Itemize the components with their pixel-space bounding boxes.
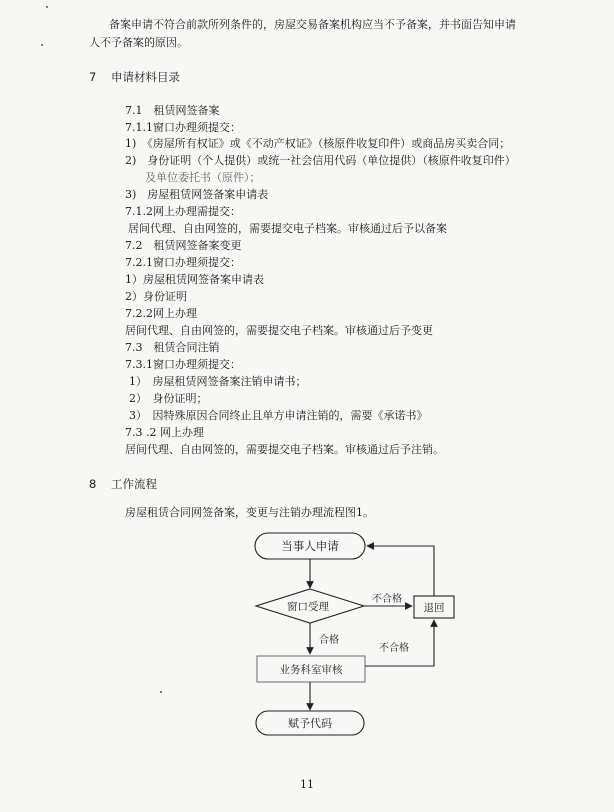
material-line: 2） 身份证明； [129,392,208,405]
flow-decision-label: 窗口受理 [287,601,329,613]
intro-line-1: 备案申请不符合前款所列条件的，房屋交易备案机构应当不予备案，并书面告知申请 [109,18,516,31]
flow-end-label: 赋予代码 [288,717,332,730]
flow-arrow [367,546,434,596]
material-line: 7.3 租赁合同注销 [125,341,220,354]
material-line: 2）身份证明 [125,290,187,303]
material-line: 7.1.2网上办理需提交： [125,205,241,218]
material-line: 3） 因特殊原因合同终止且单方申请注销的，需要《承诺书》 [129,409,428,422]
material-line: 居间代理、自由网签的，需要提交电子档案。审核通过后予以备案 [128,222,447,235]
flow-reject-label-2: 不合格 [379,643,409,654]
material-line: 居间代理、自由网签的，需要提交电子档案。审核通过后予变更 [125,324,433,337]
material-line: 及单位委托书（原件）； [145,171,261,184]
material-line: 1） 房屋租赁网签备案注销申请书； [129,375,307,388]
flow-reject-label-1: 不合格 [372,594,402,605]
section-8-number: 8 [89,477,97,491]
flow-pass-label: 合格 [319,635,339,646]
flow-start-label: 当事人申请 [281,539,339,553]
material-line: 居间代理、自由网签的，需要提交电子档案。审核通过后予注销。 [125,443,444,456]
material-line: 7.2 租赁网签备案变更 [125,239,242,252]
material-line: 3) 房屋租赁网签备案申请表 [125,188,269,201]
material-line: 1）房屋租赁网签备案申请表 [125,273,264,286]
section-8-title: 工作流程 [111,477,157,491]
material-line: 7.3.1窗口办理须提交： [125,358,241,371]
section-7-title: 申请材料目录 [111,70,180,84]
flow-review-label: 业务科室审核 [279,664,343,676]
intro-line-2: 人不予备案的原因。 [89,36,188,49]
material-line: 2) 身份证明（个人提供）或统一社会信用代码（单位提供）（核原件收复印件） [125,154,516,167]
material-line: 7.1 租赁网签备案 [125,104,220,117]
section-7-number: 7 [89,70,97,84]
material-line: 7.2.2网上办理 [125,307,197,320]
flow-return-label: 退回 [423,602,445,614]
material-line: 7.2.1窗口办理须提交： [125,256,241,269]
material-line: 7.1.1窗口办理须提交： [125,121,241,134]
section-8-desc: 房屋租赁合同网签备案，变更与注销办理流程图1。 [125,506,374,519]
material-line: 1) 《房屋所有权证》或《不动产权证》（核原件收复印件）或商品房买卖合同； [125,137,511,150]
page-number: 11 [300,778,314,791]
material-line: 7.3 .2 网上办理 [125,426,204,439]
